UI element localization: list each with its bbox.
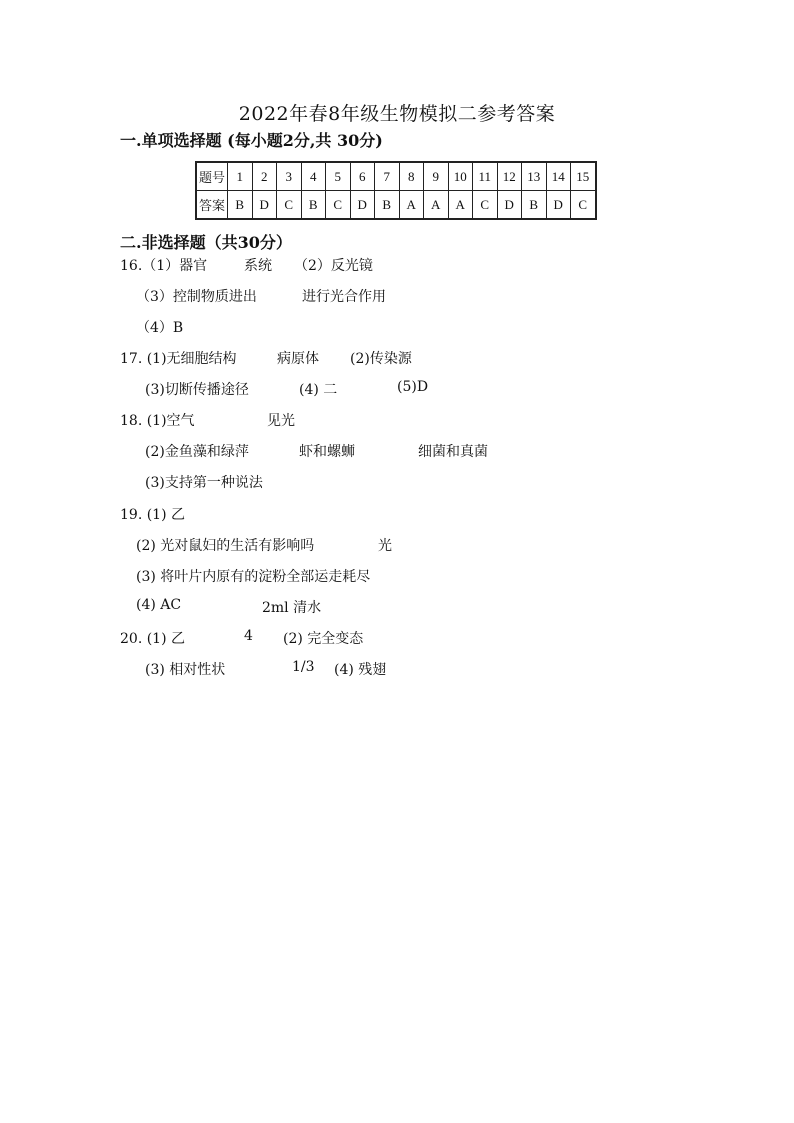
table-cell: 6 [350,162,375,191]
answer-text: 光 [378,538,392,554]
table-cell: C [326,191,351,220]
table-cell: B [228,191,253,220]
answer-text: 18. (1)空气 [120,413,195,429]
table-cell: A [399,191,424,220]
answer-text: (3) 相对性状 [145,662,226,678]
answer-text: (3)支持第一种说法 [145,475,263,491]
answer-text: (2)传染源 [350,351,412,367]
table-cell: 11 [473,162,498,191]
table-cell: 8 [399,162,424,191]
answer-text: (4) 残翅 [334,662,387,678]
table-cell: 12 [497,162,522,191]
table-cell: C [277,191,302,220]
table-row-numbers [196,162,596,191]
answer-text: （2）反光镜 [294,258,373,274]
answer-text: 4 [244,628,253,644]
table-cell: 7 [375,162,400,191]
row-label-number: 题号 [196,162,228,191]
answer-text: (4) 二 [299,382,338,398]
answer-text: 细菌和真菌 [418,444,488,460]
answer-text: （3）控制物质进出 [136,289,257,305]
answer-text: (3)切断传播途径 [145,382,249,398]
table-cell: B [522,191,547,220]
answer-text: （4）B [136,320,184,336]
answer-text: (3) 将叶片内原有的淀粉全部运走耗尽 [136,569,371,585]
answer-text: 17. (1)无细胞结构 [120,351,237,367]
page-title: 2022年春8年级生物模拟二参考答案 [238,103,556,125]
section-heading-non-choice: 二.非选择题（共30分） [120,233,292,252]
section-heading-choice: 一.单项选择题 (每小题2分,共 30分) [120,131,383,150]
table-cell: A [448,191,473,220]
answer-text: 20. (1) 乙 [120,631,185,647]
answer-text: 进行光合作用 [302,289,386,305]
answer-text: (2) 光对鼠妇的生活有影响吗 [136,538,315,554]
table-cell: 5 [326,162,351,191]
answer-text: 虾和螺蛳 [299,444,355,460]
answer-text: 16.（1）器官 [120,258,208,274]
table-cell: 13 [522,162,547,191]
table-cell: B [301,191,326,220]
table-cell: 3 [277,162,302,191]
table-cell: D [497,191,522,220]
table-cell: 15 [571,162,596,191]
answer-text: 病原体 [277,351,319,367]
table-cell: 4 [301,162,326,191]
answer-text: (5)D [397,379,429,395]
table-cell: C [473,191,498,220]
table-cell: 1 [228,162,253,191]
table-cell: C [571,191,596,220]
table-cell: D [546,191,571,220]
table-cell: 14 [546,162,571,191]
answer-text: 19. (1) 乙 [120,507,185,523]
answer-text: 1/3 [292,659,315,675]
answer-text: 2ml 清水 [262,600,322,616]
answer-text: 系统 [244,258,272,274]
row-label-answer: 答案 [196,191,228,220]
table-cell: 10 [448,162,473,191]
answer-table [195,161,597,220]
answer-text: (2)金鱼藻和绿萍 [145,444,249,460]
answer-text: (2) 完全变态 [283,631,364,647]
answer-text: 见光 [267,413,295,429]
table-cell: D [252,191,277,220]
table-cell: D [350,191,375,220]
table-cell: 9 [424,162,449,191]
table-row-answers [196,191,596,220]
table-cell: 2 [252,162,277,191]
table-cell: A [424,191,449,220]
table-cell: B [375,191,400,220]
answer-text: (4) AC [136,597,182,613]
